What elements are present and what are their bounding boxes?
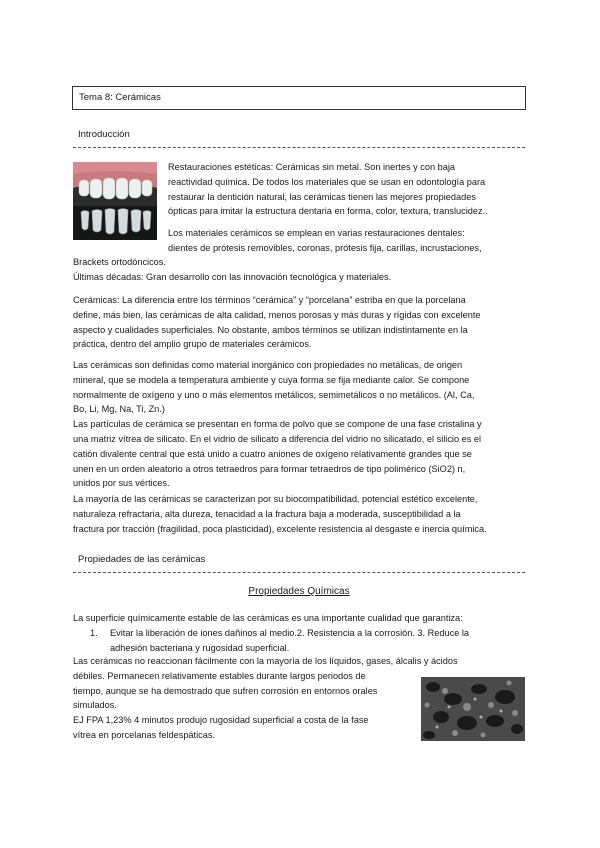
text-line: tiempo, aunque se ha demostrado que sufren corrosión en entornos orales — [73, 685, 378, 696]
text-line: La mayoría de las cerámicas se caracterizan por su biocompatibilidad, potencial estético excelente, — [73, 494, 478, 504]
text-line: Los materiales cerámicos se emplean en varias restauraciones dentales: — [168, 228, 465, 238]
intro-paragraph-1 — [168, 160, 528, 219]
text-line: Últimas décadas: Gran desarrollo con las innovación tecnológica y materiales. — [73, 271, 392, 282]
text-line: débiles. Permanecen relativamente estables durante largos periodos de — [73, 670, 366, 681]
text-line: Las cerámicas son definidas como material inorgánico con propiedades no metálicas, de origen — [73, 360, 463, 370]
text-line: aspecto y cualidades superficiales. No obstante, ambos términos se utilizan indistintamente en la — [73, 324, 468, 335]
text-line: fractura por tracción (fragilidad, poca plasticidad), excelente resistencia al desgaste e inercia química. — [73, 523, 487, 534]
intro-paragraph-2-tail — [73, 255, 525, 285]
text-line: reactividad química. De todos los materiales que se usan en odontología para — [168, 176, 486, 187]
text-line: unen en un orden aleatorio a otros tetraedros para formar tetraedros de tipo polimérico (SiO2) n, — [73, 463, 466, 474]
text-line: Las cerámicas no reaccionan fácilmente con la mayoría de los líquidos, gases, álcalis y ácidos — [73, 656, 458, 666]
text-line: Bo, Li, Mg, Na, Ti, Zn.) — [73, 404, 165, 415]
text-line: dientes de prótesis removibles, coronas, prótesis fija, carillas, incrustaciones, — [168, 242, 482, 253]
list-number: 1. — [90, 628, 98, 638]
text-line: Brackets ortodóncicos. — [73, 257, 166, 267]
subtitle-propiedades-quimicas: Propiedades Químicas — [248, 586, 350, 597]
quimicas-list — [90, 626, 525, 656]
section-heading-propiedades: Propiedades de las cerámicas — [78, 554, 206, 565]
intro-paragraph-2 — [168, 226, 528, 256]
text-line: normalmente de oxígeno y uno o más elementos metálicos, semimetálicos o no metálicos. (Al, Ca, — [73, 389, 475, 400]
text-line: define, más bien, las cerámicas de alta calidad, menos porosas y más duras y rígidas con excelente — [73, 309, 481, 320]
paragraph-ceramicas — [73, 293, 525, 352]
sem-micrograph-photo — [421, 677, 525, 741]
text-line: unidos por sus vértices. — [73, 478, 170, 489]
text-line: ópticas para imitar la estructura dentaria en forma, color, textura, translucidez.. — [168, 206, 488, 217]
section-heading-intro: Introducción — [78, 129, 130, 140]
text-line: catión divalente central que está unido a cuatro aniones de oxígeno relativamente grandes que se — [73, 448, 472, 459]
section-divider — [73, 147, 525, 148]
section-divider — [73, 572, 525, 573]
paragraph-mayoria — [73, 492, 525, 536]
text-line: simulados. — [73, 700, 117, 711]
text-line: La superficie químicamente estable de las cerámicas es una importante cualidad que garantiza: — [73, 613, 463, 623]
text-line: Cerámicas: La diferencia entre los términos “cerámica” y “porcelana” estriba en que la porcelana — [73, 295, 466, 305]
text-line: Las partículas de cerámica se presentan en forma de polvo que se compone de una fase cristalina y — [73, 419, 482, 430]
list-item-text: adhesión bacteriana y rugosidad superficial. — [110, 642, 290, 653]
text-line: práctica, dentro del amplio grupo de materiales cerámicos. — [73, 339, 312, 350]
text-line: EJ FPA 1,23% 4 minutos produjo rugosidad superficial a costa de la fase — [73, 715, 369, 726]
text-line: una matriz vítrea de silicato. En el vidrio de silicato a diferencia del vidrio no silicatado, el silicio es el — [73, 433, 482, 444]
paragraph-definicion — [73, 358, 525, 491]
paragraph-quimicas-intro — [73, 611, 525, 626]
text-line: Restauraciones estéticas: Cerámicas sin metal. Son inertes y con baja — [168, 162, 455, 172]
teeth-veneers-photo — [73, 162, 157, 240]
text-line: mineral, que se modela a temperatura ambiente y cuya forma se fija mediante calor. Se compone — [73, 374, 470, 385]
list-item-text: Evitar la liberación de iones dañinos al medio.2. Resistencia a la corrosión. 3. Reduce la — [110, 628, 470, 638]
text-line: vítrea en porcelanas feldespáticas. — [73, 729, 215, 740]
text-line: naturaleza refractaria, alta dureza, tenacidad a la fractura baja a moderada, susceptibilidad a la — [73, 508, 461, 519]
page-title: Tema 8: Cerámicas — [79, 92, 161, 103]
text-line: restaurar la dentición natural, las cerámicas tienen las mejores propiedades — [168, 191, 476, 202]
title-box — [72, 86, 526, 110]
